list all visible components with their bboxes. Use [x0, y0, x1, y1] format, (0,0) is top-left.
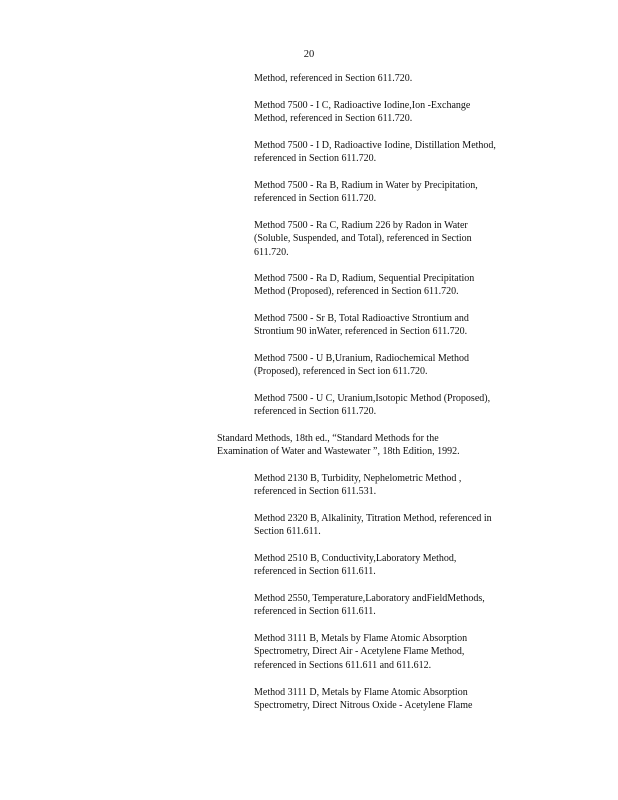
text-line: Method 2550, Temperature,Laboratory andFieldMethods, — [254, 593, 485, 604]
paragraph-15 — [254, 632, 542, 672]
text-line: Section 611.611. — [254, 526, 321, 538]
text-line: Method 7500 - I C, Radioactive Iodine,Ion -Exchange — [254, 100, 471, 111]
paragraph-16 — [254, 686, 542, 713]
text-line: (Soluble, Suspended, and Total), referenced in Section — [254, 233, 472, 245]
text-line: Method 3111 D, Metals by Flame Atomic Absorption — [254, 687, 468, 698]
paragraph-1 — [254, 72, 542, 85]
paragraph-7 — [254, 312, 542, 339]
text-line: referenced in Section 611.531. — [254, 486, 377, 498]
text-line: Examination of Water and Wastewater ”, 18th Edition, 1992. — [217, 446, 460, 458]
paragraph-10 — [217, 432, 507, 459]
text-line: Method 7500 - Sr B, Total Radioactive Strontium and — [254, 313, 469, 324]
text-line: Method 2510 B, Conductivity,Laboratory Method, — [254, 553, 457, 564]
text-line: Method 7500 - Ra C, Radium 226 by Radon in Water — [254, 220, 468, 231]
text-line: Method, referenced in Section 611.720. — [254, 73, 413, 84]
paragraph-9 — [254, 392, 542, 419]
text-line: (Proposed), referenced in Sect ion 611.720. — [254, 366, 428, 378]
text-line: 611.720. — [254, 246, 289, 258]
paragraph-11 — [254, 472, 542, 499]
paragraph-3 — [254, 139, 542, 166]
text-line: referenced in Section 611.720. — [254, 406, 377, 418]
paragraph-4 — [254, 179, 542, 206]
text-line: Method 2130 B, Turbidity, Nephelometric Method , — [254, 473, 462, 484]
text-line: Spectrometry, Direct Air - Acetylene Flame Method, — [254, 646, 465, 658]
text-line: Method 7500 - Ra D, Radium, Sequential Precipitation — [254, 273, 475, 284]
text-line: Method 2320 B, Alkalinity, Titration Method, referenced in — [254, 513, 492, 524]
text-line: Spectrometry, Direct Nitrous Oxide - Acetylene Flame — [254, 700, 473, 712]
paragraph-13 — [254, 552, 542, 579]
paragraph-14 — [254, 592, 542, 619]
text-line: Strontium 90 inWater, referenced in Section 611.720. — [254, 326, 468, 338]
paragraph-5 — [254, 219, 542, 259]
text-line: Method (Proposed), referenced in Section 611.720. — [254, 286, 459, 298]
text-line: referenced in Section 611.611. — [254, 606, 376, 618]
text-line: Method 7500 - I D, Radioactive Iodine, Distillation Method, — [254, 140, 496, 151]
text-line: Method, referenced in Section 611.720. — [254, 113, 413, 125]
paragraph-12 — [254, 512, 542, 539]
text-line: referenced in Section 611.720. — [254, 193, 377, 205]
text-line: Standard Methods, 18th ed., “Standard Methods for the — [217, 433, 439, 444]
text-line: Method 7500 - Ra B, Radium in Water by Precipitation, — [254, 180, 478, 191]
text-line: Method 7500 - U C, Uranium,Isotopic Method (Proposed), — [254, 393, 491, 404]
paragraph-6 — [254, 272, 542, 299]
paragraph-2 — [254, 99, 542, 126]
page-number: 20 — [303, 49, 315, 60]
paragraph-8 — [254, 352, 542, 379]
text-line: referenced in Section 611.611. — [254, 566, 376, 578]
text-line: referenced in Sections 611.611 and 611.612. — [254, 659, 432, 671]
text-line: Method 7500 - U B,Uranium, Radiochemical Method — [254, 353, 469, 364]
text-line: referenced in Section 611.720. — [254, 153, 377, 165]
text-line: Method 3111 B, Metals by Flame Atomic Absorption — [254, 633, 468, 644]
